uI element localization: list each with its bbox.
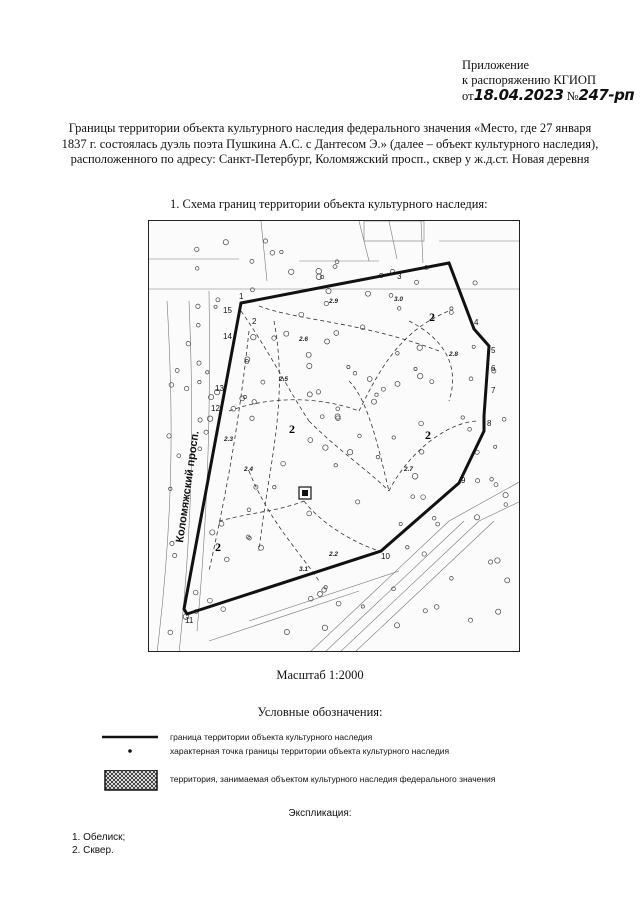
tree-marker: [308, 438, 313, 443]
tree-marker: [353, 371, 357, 375]
tree-marker: [502, 417, 506, 421]
tree-marker: [250, 259, 254, 263]
tree-marker: [207, 416, 212, 421]
section-heading: 1. Схема границ территории объекта культурного наследия:: [170, 197, 488, 211]
tree-marker: [307, 511, 312, 516]
tree-marker: [214, 305, 217, 308]
tree-marker: [335, 260, 339, 264]
tree-marker: [299, 312, 304, 317]
boundary-point-label: 9: [461, 476, 466, 485]
tree-marker: [336, 601, 341, 606]
boundary-point-label: 6: [491, 364, 496, 373]
tree-marker: [247, 508, 251, 512]
tree-marker: [318, 592, 323, 597]
tree-marker: [367, 377, 372, 382]
tree-marker: [411, 495, 415, 499]
boundary-point-label: 15: [223, 306, 232, 315]
tree-marker: [306, 352, 311, 357]
tree-marker: [372, 399, 377, 404]
tree-marker: [186, 342, 190, 346]
tree-marker: [206, 371, 209, 374]
tree-marker: [474, 515, 479, 520]
tree-marker: [494, 445, 497, 448]
date-value: 18.04.2023: [473, 86, 564, 104]
tree-marker: [432, 516, 436, 520]
tree-marker: [323, 445, 328, 450]
tree-marker: [197, 323, 201, 327]
explication-item: 1. Обелиск;: [72, 832, 126, 843]
survey-label: 2.9: [329, 298, 339, 305]
tree-marker: [449, 310, 453, 314]
tree-marker: [280, 250, 283, 253]
tree-marker: [476, 479, 480, 483]
tree-marker: [168, 630, 173, 635]
tree-marker: [496, 609, 501, 614]
tree-marker: [231, 406, 236, 411]
tree-marker: [473, 281, 477, 285]
boundary-point-label: 12: [211, 404, 220, 413]
tree-marker: [325, 339, 330, 344]
boundary-point-label: 14: [223, 332, 232, 341]
tree-marker: [412, 474, 418, 480]
legend-label: территория, занимаемая объектом культурного наследия федерального значения: [170, 774, 496, 784]
map-scale: Масштаб 1:2000: [276, 668, 364, 682]
tree-marker: [334, 331, 339, 336]
boundary-point-label: 7: [491, 386, 496, 395]
appendix-title: Приложение: [462, 58, 530, 72]
tree-marker: [225, 557, 230, 562]
tree-marker: [430, 380, 434, 384]
tree-marker: [195, 267, 199, 271]
tree-marker: [469, 377, 473, 381]
tree-marker: [356, 500, 360, 504]
tree-marker: [195, 247, 199, 251]
tree-marker: [417, 345, 422, 350]
tree-marker: [284, 331, 289, 336]
tree-marker: [251, 335, 256, 340]
tree-marker: [223, 240, 228, 245]
tree-marker: [258, 545, 263, 550]
survey-label: 2.3: [224, 436, 234, 443]
tree-marker: [414, 280, 418, 284]
legend-label: характерная точка границы территории объекта культурного наследия: [170, 746, 450, 756]
tree-marker: [461, 416, 464, 419]
tree-marker: [169, 383, 174, 388]
boundary-point-symbol: [100, 746, 160, 766]
survey-label: 3.0: [394, 296, 404, 303]
tree-marker: [336, 407, 340, 411]
tree-marker: [316, 268, 322, 274]
tree-marker: [281, 461, 286, 466]
tree-marker: [197, 361, 201, 365]
tree-marker: [361, 605, 364, 608]
tree-marker: [175, 369, 179, 373]
tree-marker: [198, 380, 201, 383]
area-label: 2: [215, 540, 221, 554]
point-labels: [185, 272, 496, 625]
explication-list: [72, 831, 125, 857]
tree-marker: [263, 239, 267, 243]
area-label: 2: [429, 310, 435, 324]
survey-label: 2.5: [279, 376, 289, 383]
tree-marker: [284, 629, 289, 634]
boundary-map: [148, 220, 520, 652]
tree-marker: [494, 483, 498, 487]
tree-marker: [422, 552, 426, 556]
legend-label: граница территории объекта культурного наследия: [170, 732, 373, 742]
boundary-point-label: 4: [474, 318, 479, 327]
tree-marker: [316, 390, 320, 394]
tree-marker: [272, 336, 276, 340]
tree-marker: [177, 454, 181, 458]
tree-marker: [196, 304, 200, 308]
tree-marker: [358, 434, 362, 438]
tree-marker: [347, 450, 352, 455]
boundary-point-label: 11: [185, 616, 194, 625]
boundary-point-label: 3: [397, 272, 402, 281]
tree-marker: [423, 609, 427, 613]
tree-marker: [503, 493, 508, 498]
tree-marker: [316, 274, 322, 280]
tree-marker: [381, 387, 385, 391]
tree-marker: [419, 421, 424, 426]
tree-marker: [198, 418, 202, 422]
survey-label: 3.1: [299, 566, 309, 573]
tree-marker: [420, 450, 424, 454]
tree-marker: [322, 625, 327, 630]
legend-title: Условные обозначения:: [257, 705, 383, 719]
tree-marker: [320, 415, 324, 419]
tree-marker: [307, 392, 312, 397]
tree-marker: [333, 265, 337, 269]
tree-marker: [472, 345, 475, 348]
monument-marker: [299, 487, 311, 499]
tree-marker: [504, 503, 508, 507]
boundary-point-label: 13: [215, 384, 224, 393]
tree-marker: [208, 598, 213, 603]
street-label: Коломяжский просп.: [174, 430, 202, 544]
tree-marker: [221, 607, 226, 612]
number-value: 247-рп: [578, 86, 635, 104]
survey-label: 2.2: [329, 551, 339, 558]
tree-marker: [434, 605, 439, 610]
number-sign: №: [566, 89, 579, 103]
tree-marker: [399, 522, 402, 525]
tree-marker: [489, 560, 493, 564]
tree-marker: [375, 393, 378, 396]
tree-marker: [414, 367, 417, 370]
survey-label: 2.8: [449, 351, 459, 358]
tree-marker: [261, 380, 265, 384]
tree-marker: [495, 558, 500, 563]
tree-marker: [307, 363, 312, 368]
tree-marker: [324, 301, 328, 305]
tree-marker: [450, 307, 453, 310]
tree-markers: [167, 239, 510, 635]
survey-label: 2.4: [244, 466, 254, 473]
tree-marker: [418, 373, 423, 378]
tree-marker: [421, 495, 426, 500]
tree-marker: [376, 455, 379, 458]
appendix-date-line: [462, 86, 635, 104]
tree-marker: [173, 553, 177, 557]
hatched-area-symbol: [100, 770, 160, 794]
tree-marker: [216, 298, 220, 302]
boundary-point-label: 1: [239, 292, 244, 301]
tree-marker: [395, 381, 400, 386]
tree-marker: [289, 269, 294, 274]
tree-marker: [505, 578, 510, 583]
boundary-point-label: 10: [381, 552, 390, 561]
tree-marker: [468, 427, 472, 431]
tree-marker: [193, 590, 198, 595]
appendix-order: к распоряжению КГИОП: [462, 73, 596, 87]
boundary-point-label: 5: [491, 346, 496, 355]
tree-marker: [204, 430, 208, 434]
date-prefix: от: [462, 89, 474, 103]
tree-marker: [397, 307, 401, 311]
explication-item: 2. Сквер.: [72, 845, 114, 856]
tree-marker: [392, 436, 395, 439]
tree-marker: [210, 530, 215, 535]
tree-marker: [250, 288, 254, 292]
tree-marker: [184, 386, 188, 390]
tree-marker: [389, 294, 393, 298]
tree-marker: [396, 352, 400, 356]
tree-marker: [468, 618, 472, 622]
tree-marker: [450, 577, 454, 581]
area-label: 2: [289, 422, 295, 436]
tree-marker: [252, 400, 256, 404]
tree-marker: [219, 521, 224, 526]
tree-marker: [394, 623, 399, 628]
boundary-point-label: 2: [252, 317, 257, 326]
tree-marker: [334, 464, 337, 467]
tree-marker: [167, 434, 171, 438]
boundary-point-label: 8: [487, 419, 492, 428]
survey-label: 2.6: [299, 336, 309, 343]
document-title: Границы территории объекта культурного наследия федерального значения «Место, где 27 января 1837 г. состоялась дуэль поэта Пушкина А.С. с Дантесом Э.» (далее – объект культурного наследия), расположенного по адресу: Санкт-Петербург, Коломяжский просп., сквер у ж.д.ст. Новая деревня: [61, 121, 599, 166]
tree-marker: [250, 416, 254, 420]
appendix-block: [462, 58, 635, 104]
tree-marker: [273, 486, 276, 489]
area-label: 2: [425, 428, 431, 442]
tree-marker: [490, 478, 494, 482]
tree-marker: [366, 291, 371, 296]
tree-marker: [406, 546, 409, 549]
tree-marker: [436, 522, 440, 526]
explication-title: Экспликация:: [288, 808, 352, 819]
survey-label: 2.7: [404, 466, 414, 473]
tree-marker: [270, 251, 275, 256]
tree-marker: [347, 365, 350, 368]
